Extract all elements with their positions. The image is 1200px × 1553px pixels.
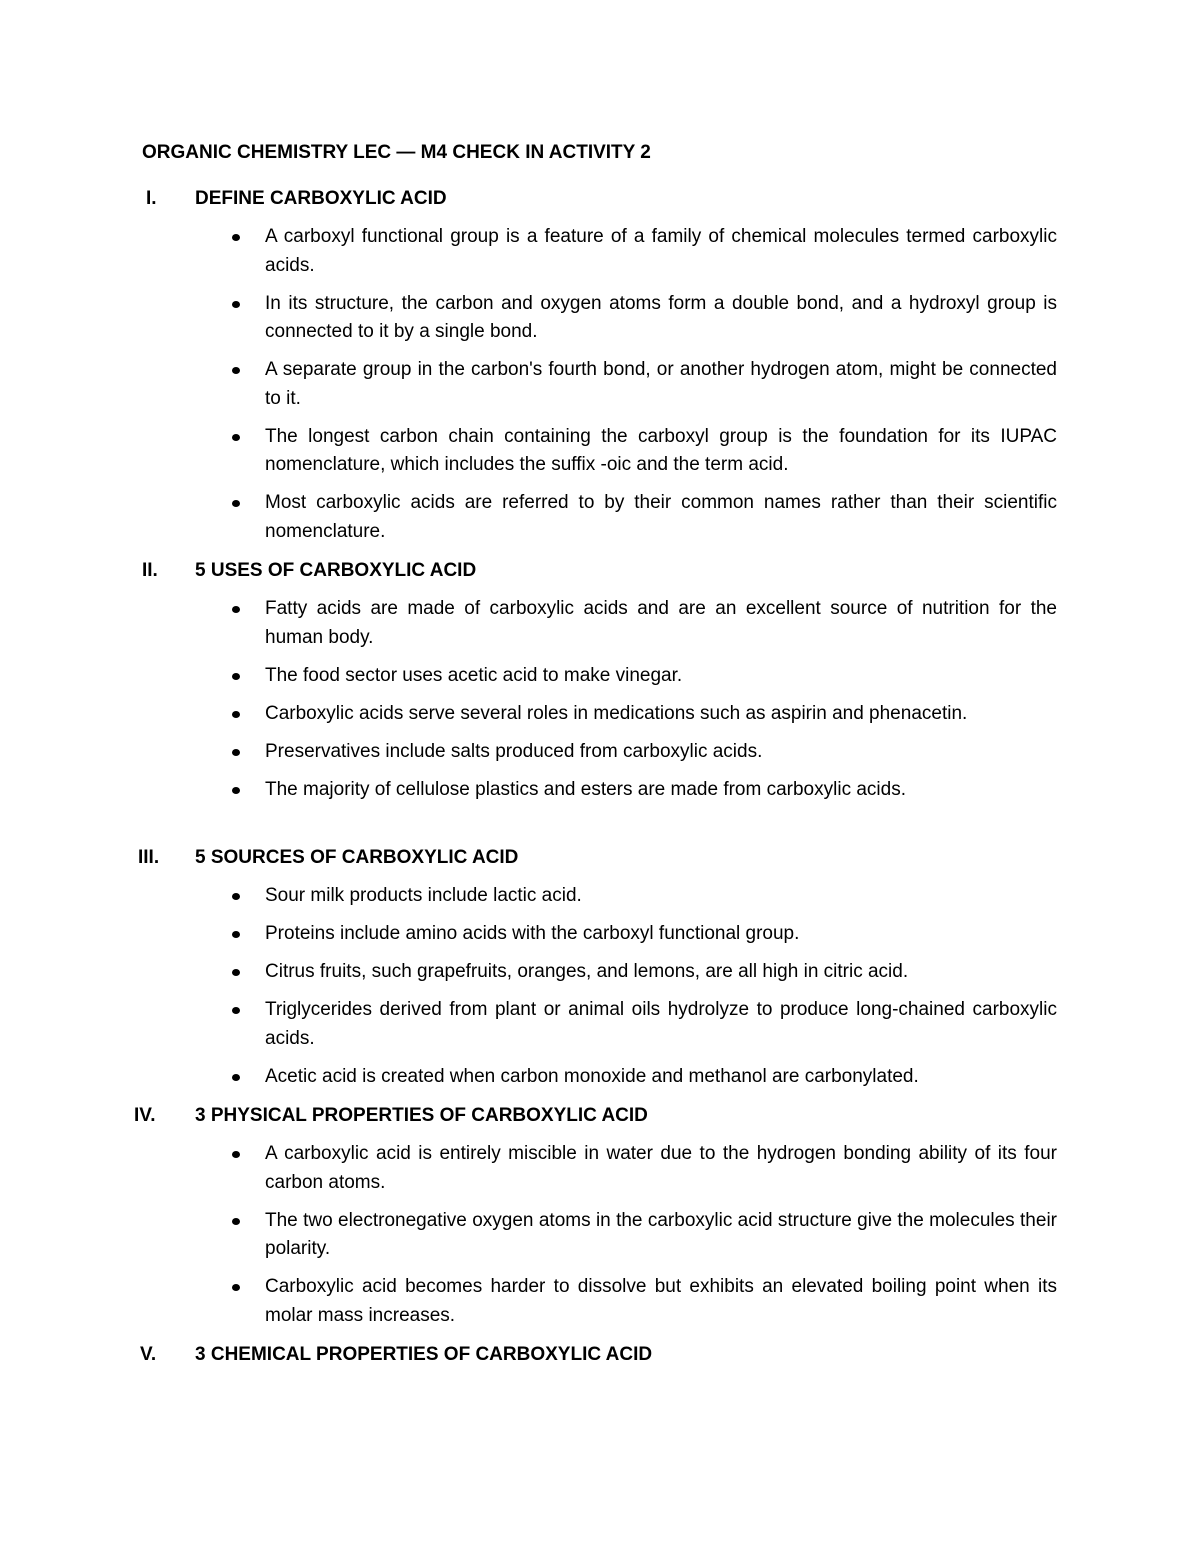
list-item: A separate group in the carbon's fourth bond, or another hydrogen atom, might be connected to it. xyxy=(265,356,1057,413)
list-item: The two electronegative oxygen atoms in the carboxylic acid structure give the molecules their polarity. xyxy=(265,1207,1057,1264)
bullet-icon xyxy=(232,500,240,507)
section-number: I. xyxy=(146,188,157,209)
bullet-icon xyxy=(232,434,240,441)
section-number: III. xyxy=(138,847,160,868)
section-title: 3 CHEMICAL PROPERTIES OF CARBOXYLIC ACID xyxy=(195,1344,653,1365)
bullet-list xyxy=(0,595,1200,804)
bullet-icon xyxy=(232,1007,240,1014)
list-item: The majority of cellulose plastics and esters are made from carboxylic acids. xyxy=(265,776,1057,805)
bullet-icon xyxy=(232,1284,240,1291)
section-heading xyxy=(0,846,1200,872)
bullet-icon xyxy=(232,606,240,613)
bullet-list xyxy=(0,1140,1200,1330)
bullet-icon xyxy=(232,301,240,308)
section-title: 5 USES OF CARBOXYLIC ACID xyxy=(195,560,477,581)
section-sources xyxy=(0,846,1200,1101)
section-title: 5 SOURCES OF CARBOXYLIC ACID xyxy=(195,847,519,868)
bullet-icon xyxy=(232,931,240,938)
section-number: II. xyxy=(142,560,158,581)
bullet-icon xyxy=(232,969,240,976)
list-item: Carboxylic acid becomes harder to dissolve but exhibits an elevated boiling point when its molar mass increases. xyxy=(265,1273,1057,1330)
list-item: Carboxylic acids serve several roles in medications such as aspirin and phenacetin. xyxy=(265,700,1057,729)
list-item: Preservatives include salts produced from carboxylic acids. xyxy=(265,738,1057,767)
list-item: A carboxyl functional group is a feature of a family of chemical molecules termed carboxylic acids. xyxy=(265,223,1057,280)
section-number: IV. xyxy=(134,1105,156,1126)
section-heading xyxy=(0,1104,1200,1130)
list-item: Proteins include amino acids with the carboxyl functional group. xyxy=(265,920,1057,949)
list-item: Citrus fruits, such grapefruits, oranges, and lemons, are all high in citric acid. xyxy=(265,958,1057,987)
section-physical-properties xyxy=(0,1104,1200,1340)
bullet-icon xyxy=(232,1151,240,1158)
list-item: Triglycerides derived from plant or animal oils hydrolyze to produce long-chained carboxylic acids. xyxy=(265,996,1057,1053)
section-heading xyxy=(0,559,1200,585)
list-item: Sour milk products include lactic acid. xyxy=(265,882,1057,911)
bullet-icon xyxy=(232,711,240,718)
section-chemical-properties xyxy=(0,1343,1200,1369)
section-title: DEFINE CARBOXYLIC ACID xyxy=(195,188,447,209)
list-item: Fatty acids are made of carboxylic acids and are an excellent source of nutrition for the human body. xyxy=(265,595,1057,652)
bullet-list xyxy=(0,882,1200,1091)
section-heading xyxy=(0,187,1200,213)
bullet-icon xyxy=(232,893,240,900)
bullet-icon xyxy=(232,749,240,756)
bullet-icon xyxy=(232,1218,240,1225)
bullet-icon xyxy=(232,234,240,241)
bullet-icon xyxy=(232,673,240,680)
section-number: V. xyxy=(140,1344,157,1365)
list-item: A carboxylic acid is entirely miscible in water due to the hydrogen bonding ability of its four carbon atoms. xyxy=(265,1140,1057,1197)
bullet-list xyxy=(0,223,1200,546)
section-heading xyxy=(0,1343,1200,1369)
list-item: Acetic acid is created when carbon monoxide and methanol are carbonylated. xyxy=(265,1063,1057,1092)
list-item: The longest carbon chain containing the carboxyl group is the foundation for its IUPAC nomenclature, which includes the suffix -oic and the term acid. xyxy=(265,423,1057,480)
section-title: 3 PHYSICAL PROPERTIES OF CARBOXYLIC ACID xyxy=(195,1105,648,1126)
section-define xyxy=(0,187,1200,556)
list-item: In its structure, the carbon and oxygen atoms form a double bond, and a hydroxyl group is connected to it by a single bond. xyxy=(265,290,1057,347)
list-item: The food sector uses acetic acid to make vinegar. xyxy=(265,662,1057,691)
section-uses xyxy=(0,559,1200,814)
document-title: ORGANIC CHEMISTRY LEC — M4 CHECK IN ACTIVITY 2 xyxy=(142,142,651,163)
bullet-icon xyxy=(232,787,240,794)
list-item: Most carboxylic acids are referred to by their common names rather than their scientific nomenclature. xyxy=(265,489,1057,546)
bullet-icon xyxy=(232,1074,240,1081)
bullet-icon xyxy=(232,367,240,374)
